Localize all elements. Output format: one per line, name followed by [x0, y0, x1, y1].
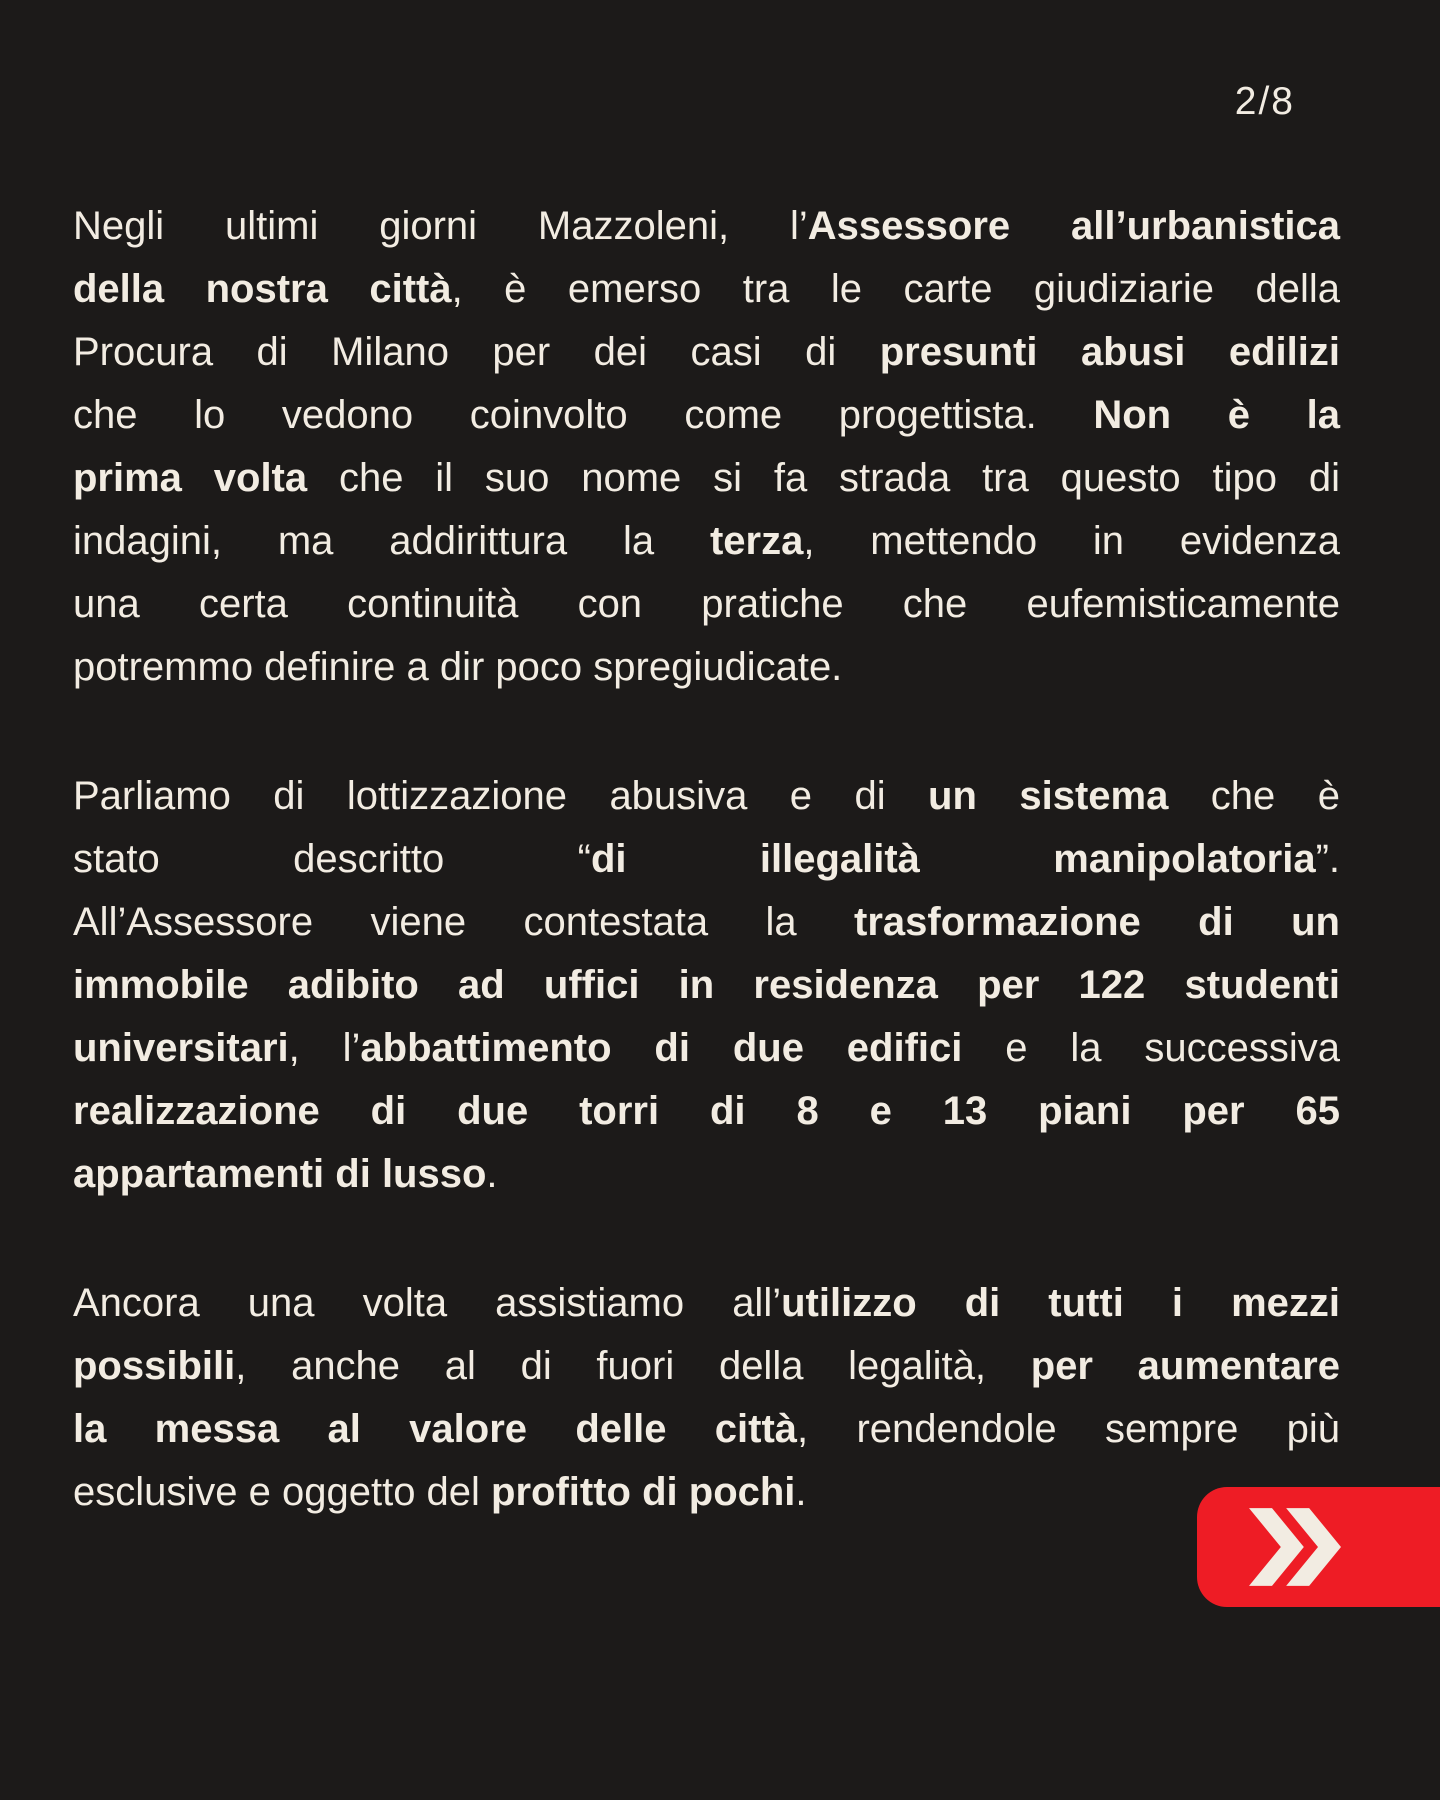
- paragraph: [73, 1272, 1340, 1524]
- text-line: possibili, anche al di fuori della legalità, per aumentare: [73, 1344, 1340, 1388]
- text-line: stato descritto “di illegalità manipolatoria”.: [73, 837, 1340, 881]
- double-chevron-right-icon: [1249, 1508, 1341, 1586]
- text-line: della nostra città, è emerso tra le carte giudiziarie della: [73, 267, 1340, 311]
- text-line: appartamenti di lusso.: [73, 1152, 498, 1196]
- text-line: che lo vedono coinvolto come progettista. Non è la: [73, 393, 1341, 437]
- text-line: indagini, ma addirittura la terza, mettendo in evidenza: [73, 519, 1341, 563]
- paragraph: [73, 195, 1340, 699]
- text-line: universitari, l’abbattimento di due edifici e la successiva: [73, 1026, 1341, 1070]
- text-line: potremmo definire a dir poco spregiudicate.: [73, 645, 843, 689]
- text-line: Ancora una volta assistiamo all’utilizzo di tutti i mezzi: [73, 1281, 1340, 1325]
- text-line: Parliamo di lottizzazione abusiva e di un sistema che è: [73, 774, 1341, 818]
- text-line: Procura di Milano per dei casi di presunti abusi edilizi: [73, 330, 1340, 374]
- text-line: la messa al valore delle città, rendendole sempre più: [73, 1407, 1341, 1451]
- text-block: [73, 195, 1340, 1524]
- text-line: prima volta che il suo nome si fa strada tra questo tipo di: [73, 456, 1340, 500]
- text-line: realizzazione di due torri di 8 e 13 piani per 65: [73, 1089, 1340, 1133]
- next-button[interactable]: [1197, 1487, 1440, 1607]
- text-line: una certa continuità con pratiche che eufemisticamente: [73, 582, 1340, 626]
- text-line: esclusive e oggetto del profitto di pochi.: [73, 1470, 807, 1514]
- text-line: Negli ultimi giorni Mazzoleni, l’Assessore all’urbanistica: [73, 204, 1340, 248]
- text-line: All’Assessore viene contestata la trasformazione di un: [73, 900, 1340, 944]
- page-indicator: 2/8: [1234, 80, 1295, 123]
- paragraph: [73, 765, 1340, 1206]
- text-line: immobile adibito ad uffici in residenza per 122 studenti: [73, 963, 1340, 1007]
